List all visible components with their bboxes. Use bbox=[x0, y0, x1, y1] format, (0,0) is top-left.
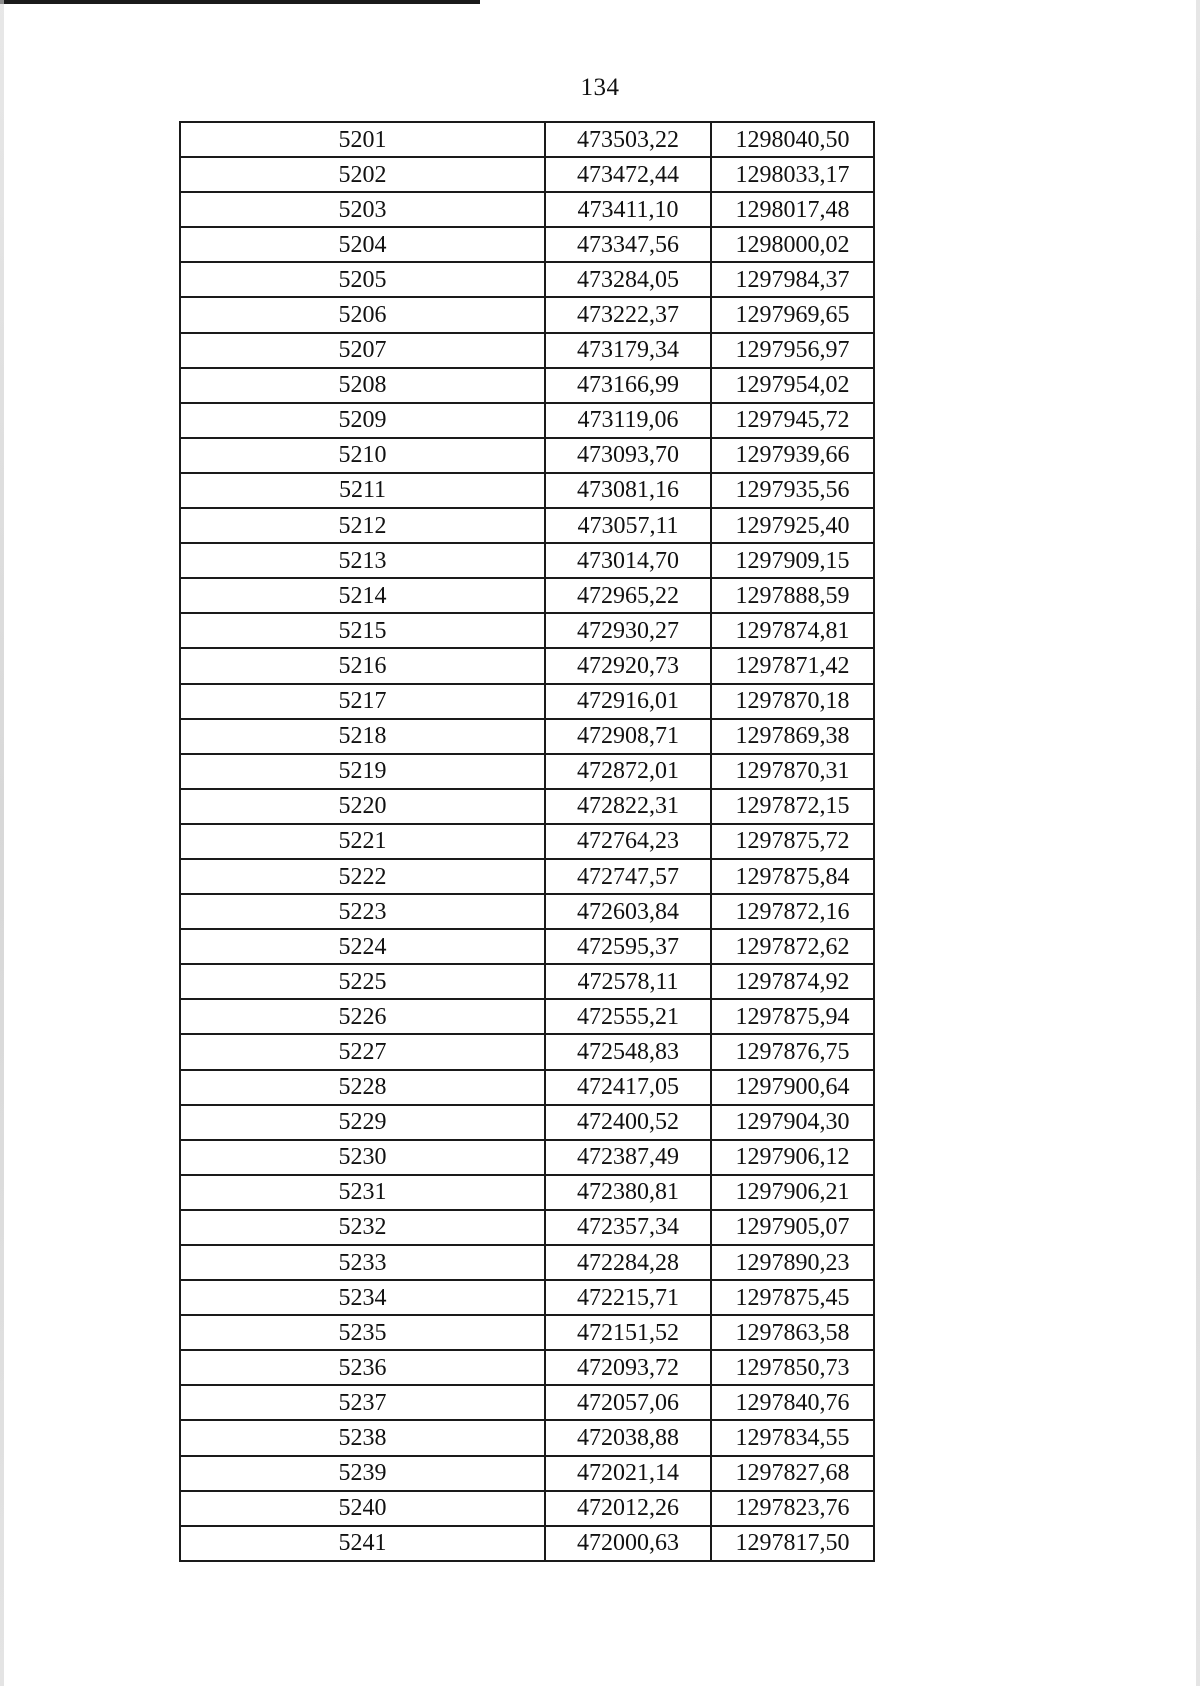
y-coordinate-cell: 1297904,30 bbox=[711, 1105, 874, 1140]
table-row bbox=[180, 684, 874, 719]
point-number-cell: 5241 bbox=[180, 1526, 545, 1561]
y-coordinate-cell: 1297870,31 bbox=[711, 754, 874, 789]
y-coordinate-cell: 1297875,84 bbox=[711, 859, 874, 894]
x-coordinate-cell: 472284,28 bbox=[545, 1245, 711, 1280]
table-row bbox=[180, 122, 874, 157]
y-coordinate-cell: 1297850,73 bbox=[711, 1350, 874, 1385]
point-number-cell: 5238 bbox=[180, 1420, 545, 1455]
point-number-cell: 5228 bbox=[180, 1070, 545, 1105]
point-number-cell: 5222 bbox=[180, 859, 545, 894]
table-row bbox=[180, 1385, 874, 1420]
point-number-cell: 5210 bbox=[180, 438, 545, 473]
x-coordinate-cell: 473411,10 bbox=[545, 192, 711, 227]
y-coordinate-cell: 1297872,16 bbox=[711, 894, 874, 929]
top-edge-rule bbox=[0, 0, 480, 4]
point-number-cell: 5230 bbox=[180, 1140, 545, 1175]
y-coordinate-cell: 1297909,15 bbox=[711, 543, 874, 578]
point-number-cell: 5207 bbox=[180, 333, 545, 368]
point-number-cell: 5209 bbox=[180, 403, 545, 438]
x-coordinate-cell: 473472,44 bbox=[545, 157, 711, 192]
point-number-cell: 5205 bbox=[180, 262, 545, 297]
x-coordinate-cell: 472380,81 bbox=[545, 1175, 711, 1210]
table-row bbox=[180, 859, 874, 894]
right-scan-edge bbox=[1196, 0, 1200, 1686]
point-number-cell: 5204 bbox=[180, 227, 545, 262]
table-row bbox=[180, 613, 874, 648]
x-coordinate-cell: 472057,06 bbox=[545, 1385, 711, 1420]
x-coordinate-cell: 472603,84 bbox=[545, 894, 711, 929]
x-coordinate-cell: 472555,21 bbox=[545, 999, 711, 1034]
point-number-cell: 5236 bbox=[180, 1350, 545, 1385]
table-row bbox=[180, 1456, 874, 1491]
table-row bbox=[180, 1140, 874, 1175]
y-coordinate-cell: 1297925,40 bbox=[711, 508, 874, 543]
table-row bbox=[180, 438, 874, 473]
table-row bbox=[180, 999, 874, 1034]
table-row bbox=[180, 1350, 874, 1385]
y-coordinate-cell: 1297905,07 bbox=[711, 1210, 874, 1245]
table-row bbox=[180, 473, 874, 508]
y-coordinate-cell: 1297863,58 bbox=[711, 1315, 874, 1350]
point-number-cell: 5237 bbox=[180, 1385, 545, 1420]
point-number-cell: 5212 bbox=[180, 508, 545, 543]
point-number-cell: 5240 bbox=[180, 1491, 545, 1526]
table-row bbox=[180, 262, 874, 297]
y-coordinate-cell: 1297872,15 bbox=[711, 789, 874, 824]
y-coordinate-cell: 1297875,72 bbox=[711, 824, 874, 859]
point-number-cell: 5206 bbox=[180, 297, 545, 332]
x-coordinate-cell: 473166,99 bbox=[545, 368, 711, 403]
x-coordinate-cell: 472578,11 bbox=[545, 964, 711, 999]
x-coordinate-cell: 472916,01 bbox=[545, 684, 711, 719]
y-coordinate-cell: 1298040,50 bbox=[711, 122, 874, 157]
table-row bbox=[180, 789, 874, 824]
y-coordinate-cell: 1297888,59 bbox=[711, 578, 874, 613]
y-coordinate-cell: 1297954,02 bbox=[711, 368, 874, 403]
x-coordinate-cell: 473119,06 bbox=[545, 403, 711, 438]
y-coordinate-cell: 1297906,12 bbox=[711, 1140, 874, 1175]
y-coordinate-cell: 1298033,17 bbox=[711, 157, 874, 192]
x-coordinate-cell: 472595,37 bbox=[545, 929, 711, 964]
y-coordinate-cell: 1297890,23 bbox=[711, 1245, 874, 1280]
y-coordinate-cell: 1297834,55 bbox=[711, 1420, 874, 1455]
x-coordinate-cell: 473081,16 bbox=[545, 473, 711, 508]
table-row bbox=[180, 1210, 874, 1245]
y-coordinate-cell: 1297900,64 bbox=[711, 1070, 874, 1105]
table-row bbox=[180, 157, 874, 192]
y-coordinate-cell: 1297872,62 bbox=[711, 929, 874, 964]
x-coordinate-cell: 473284,05 bbox=[545, 262, 711, 297]
point-number-cell: 5218 bbox=[180, 719, 545, 754]
table-row bbox=[180, 719, 874, 754]
table-row bbox=[180, 403, 874, 438]
table-row bbox=[180, 964, 874, 999]
x-coordinate-cell: 472920,73 bbox=[545, 648, 711, 683]
point-number-cell: 5201 bbox=[180, 122, 545, 157]
x-coordinate-cell: 472093,72 bbox=[545, 1350, 711, 1385]
x-coordinate-cell: 472151,52 bbox=[545, 1315, 711, 1350]
y-coordinate-cell: 1297823,76 bbox=[711, 1491, 874, 1526]
y-coordinate-cell: 1297827,68 bbox=[711, 1456, 874, 1491]
table-row bbox=[180, 578, 874, 613]
x-coordinate-cell: 472747,57 bbox=[545, 859, 711, 894]
point-number-cell: 5229 bbox=[180, 1105, 545, 1140]
point-number-cell: 5216 bbox=[180, 648, 545, 683]
table-row bbox=[180, 1034, 874, 1069]
y-coordinate-cell: 1297875,94 bbox=[711, 999, 874, 1034]
table-row bbox=[180, 333, 874, 368]
y-coordinate-cell: 1297906,21 bbox=[711, 1175, 874, 1210]
x-coordinate-cell: 472930,27 bbox=[545, 613, 711, 648]
table-row bbox=[180, 1175, 874, 1210]
table-row bbox=[180, 508, 874, 543]
x-coordinate-cell: 473179,34 bbox=[545, 333, 711, 368]
y-coordinate-cell: 1297875,45 bbox=[711, 1280, 874, 1315]
table-row bbox=[180, 543, 874, 578]
x-coordinate-cell: 472038,88 bbox=[545, 1420, 711, 1455]
table-row bbox=[180, 1315, 874, 1350]
x-coordinate-cell: 472000,63 bbox=[545, 1526, 711, 1561]
table-row bbox=[180, 1280, 874, 1315]
table-row bbox=[180, 894, 874, 929]
point-number-cell: 5219 bbox=[180, 754, 545, 789]
table-row bbox=[180, 824, 874, 859]
point-number-cell: 5227 bbox=[180, 1034, 545, 1069]
x-coordinate-cell: 473222,37 bbox=[545, 297, 711, 332]
x-coordinate-cell: 472215,71 bbox=[545, 1280, 711, 1315]
point-number-cell: 5234 bbox=[180, 1280, 545, 1315]
table-row bbox=[180, 929, 874, 964]
x-coordinate-cell: 472908,71 bbox=[545, 719, 711, 754]
point-number-cell: 5225 bbox=[180, 964, 545, 999]
point-number-cell: 5233 bbox=[180, 1245, 545, 1280]
point-number-cell: 5213 bbox=[180, 543, 545, 578]
point-number-cell: 5214 bbox=[180, 578, 545, 613]
y-coordinate-cell: 1297984,37 bbox=[711, 262, 874, 297]
point-number-cell: 5203 bbox=[180, 192, 545, 227]
table-row bbox=[180, 1105, 874, 1140]
y-coordinate-cell: 1297874,92 bbox=[711, 964, 874, 999]
point-number-cell: 5221 bbox=[180, 824, 545, 859]
x-coordinate-cell: 473057,11 bbox=[545, 508, 711, 543]
x-coordinate-cell: 472357,34 bbox=[545, 1210, 711, 1245]
y-coordinate-cell: 1297935,56 bbox=[711, 473, 874, 508]
y-coordinate-cell: 1297870,18 bbox=[711, 684, 874, 719]
x-coordinate-cell: 472822,31 bbox=[545, 789, 711, 824]
point-number-cell: 5220 bbox=[180, 789, 545, 824]
coordinates-table bbox=[179, 121, 875, 1562]
x-coordinate-cell: 472012,26 bbox=[545, 1491, 711, 1526]
y-coordinate-cell: 1297956,97 bbox=[711, 333, 874, 368]
point-number-cell: 5231 bbox=[180, 1175, 545, 1210]
point-number-cell: 5217 bbox=[180, 684, 545, 719]
x-coordinate-cell: 472764,23 bbox=[545, 824, 711, 859]
table-row bbox=[180, 1245, 874, 1280]
coordinates-table-body bbox=[180, 122, 874, 1561]
x-coordinate-cell: 473014,70 bbox=[545, 543, 711, 578]
table-row bbox=[180, 192, 874, 227]
table-row bbox=[180, 1070, 874, 1105]
table-row bbox=[180, 1526, 874, 1561]
point-number-cell: 5208 bbox=[180, 368, 545, 403]
x-coordinate-cell: 472548,83 bbox=[545, 1034, 711, 1069]
table-row bbox=[180, 648, 874, 683]
point-number-cell: 5235 bbox=[180, 1315, 545, 1350]
point-number-cell: 5215 bbox=[180, 613, 545, 648]
table-row bbox=[180, 754, 874, 789]
table-row bbox=[180, 368, 874, 403]
y-coordinate-cell: 1298000,02 bbox=[711, 227, 874, 262]
table-row bbox=[180, 227, 874, 262]
x-coordinate-cell: 473093,70 bbox=[545, 438, 711, 473]
x-coordinate-cell: 473503,22 bbox=[545, 122, 711, 157]
x-coordinate-cell: 473347,56 bbox=[545, 227, 711, 262]
table-row bbox=[180, 1491, 874, 1526]
x-coordinate-cell: 472021,14 bbox=[545, 1456, 711, 1491]
y-coordinate-cell: 1297874,81 bbox=[711, 613, 874, 648]
table-row bbox=[180, 297, 874, 332]
point-number-cell: 5211 bbox=[180, 473, 545, 508]
y-coordinate-cell: 1297876,75 bbox=[711, 1034, 874, 1069]
point-number-cell: 5239 bbox=[180, 1456, 545, 1491]
point-number-cell: 5223 bbox=[180, 894, 545, 929]
page-number: 134 bbox=[580, 74, 620, 101]
x-coordinate-cell: 472417,05 bbox=[545, 1070, 711, 1105]
y-coordinate-cell: 1297939,66 bbox=[711, 438, 874, 473]
y-coordinate-cell: 1297869,38 bbox=[711, 719, 874, 754]
y-coordinate-cell: 1297840,76 bbox=[711, 1385, 874, 1420]
x-coordinate-cell: 472387,49 bbox=[545, 1140, 711, 1175]
point-number-cell: 5224 bbox=[180, 929, 545, 964]
y-coordinate-cell: 1298017,48 bbox=[711, 192, 874, 227]
x-coordinate-cell: 472872,01 bbox=[545, 754, 711, 789]
y-coordinate-cell: 1297969,65 bbox=[711, 297, 874, 332]
left-scan-edge bbox=[0, 0, 4, 1686]
y-coordinate-cell: 1297945,72 bbox=[711, 403, 874, 438]
point-number-cell: 5202 bbox=[180, 157, 545, 192]
x-coordinate-cell: 472965,22 bbox=[545, 578, 711, 613]
point-number-cell: 5232 bbox=[180, 1210, 545, 1245]
y-coordinate-cell: 1297817,50 bbox=[711, 1526, 874, 1561]
x-coordinate-cell: 472400,52 bbox=[545, 1105, 711, 1140]
point-number-cell: 5226 bbox=[180, 999, 545, 1034]
y-coordinate-cell: 1297871,42 bbox=[711, 648, 874, 683]
table-row bbox=[180, 1420, 874, 1455]
